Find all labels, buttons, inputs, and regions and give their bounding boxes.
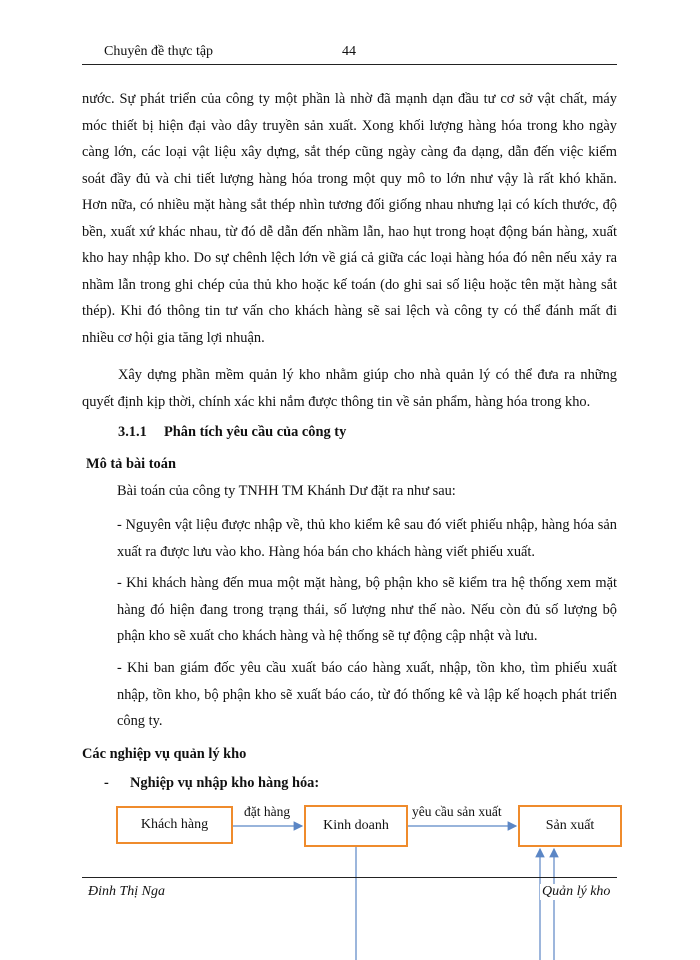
list-item-3: - Khi ban giám đốc yêu cầu xuất báo cáo hàng xuất, nhập, tồn kho, tìm phiếu xuất nhập, tồn kho, bộ phận kho sẽ xuất báo cáo, từ đó thống kê và lập kế hoạch phát triển công ty. [117,660,617,729]
section-title: Phân tích yêu cầu của công ty [164,424,347,440]
node-customer: Khách hàng [116,806,233,844]
header-page-number: 44 [342,44,356,59]
bullet-text: Nghiệp vụ nhập kho hàng hóa: [130,775,320,791]
bullet-marker: - [104,775,109,791]
footer-author: Đinh Thị Nga [88,884,166,899]
footer-subject: Quản lý kho [542,884,611,899]
subheading-problem: Mô tả bài toán [86,456,176,472]
footer-rule [82,877,617,878]
edge-label-order: đặt hàng [244,804,291,819]
body-paragraph-1: nước. Sự phát triển của công ty một phần là nhờ đã mạnh dạn đầu tư cơ sở vật chất, máy móc thiết bị hiện đại vào dây truyền sản xuất. Xong khối lượng hàng hóa trong kho ngày càng lớn, các loại vật liệu xây dựng, sắt thép cũng ngày càng đa dạng, dẫn đến việc kiểm soát đầy đủ và chi tiết lượng hàng hóa trong một quy mô to lớn như vậy là rất khó khăn. Hơn nữa, có nhiều mặt hàng sắt thép nhìn tương đối giống nhau nhưng lại có kích thước, độ bền, xuất xứ khác nhau, từ đó dễ dẫn đến nhầm lẫn, hao hụt trong hoạt động bán hàng, xuất kho hay nhập kho. Do sự chênh lệch lớn về giá cả giữa các loại hàng hóa đó nên nếu xảy ra nhầm lẫn trong ghi chép của thủ kho hoặc kế toán (do ghi sai số liệu hoặc tên mặt hàng sắt thép). Khi đó thông tin tư vấn cho khách hàng sẽ sai lệch và công ty có thể đánh mất đi nhiều cơ hội gia tăng lợi nhuận. [82,91,617,346]
body-paragraph-2: Xây dựng phần mềm quản lý kho nhằm giúp cho nhà quản lý có thể đưa ra những quyết định kịp thời, chính xác khi nắm được thông tin về sản phẩm, hàng hóa trong kho. [82,367,617,410]
section-number: 3.1.1 [118,424,147,440]
list-item-2: - Khi khách hàng đến mua một mặt hàng, bộ phận kho sẽ kiểm tra hệ thống xem mặt hàng đó hiện đang trong trạng thái, số lượng như thế nào. Nếu còn đủ số lượng bộ phận kho sẽ xuất cho khách hàng và hệ thống sẽ tự động cập nhật và lưu. [117,575,617,644]
node-production: Sản xuất [518,805,622,847]
node-sales: Kinh doanh [304,805,408,847]
list-item-1: - Nguyên vật liệu được nhập về, thủ kho kiểm kê sau đó viết phiếu nhập, hàng hóa sản xuất ra được lưu vào kho. Hàng hóa bán cho khách hàng viết phiếu xuất. [117,517,617,560]
intro-line: Bài toán của công ty TNHH TM Khánh Dư đặt ra như sau: [117,483,456,499]
heading-warehouse-operations: Các nghiệp vụ quản lý kho [82,746,247,762]
header-title: Chuyên đề thực tập [104,44,214,59]
edge-label-production-request: yêu cầu sản xuất [412,804,502,819]
